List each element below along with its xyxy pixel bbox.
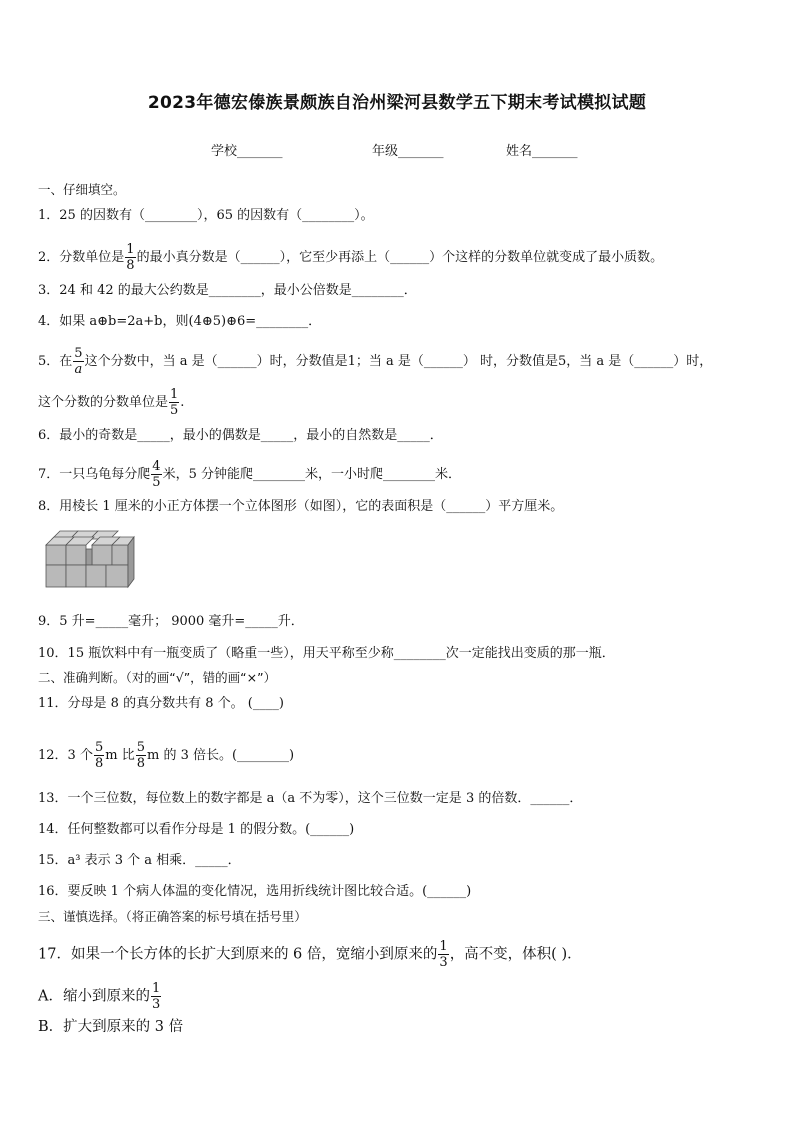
q2-fraction: $\frac{1}{8}$ (126, 242, 135, 273)
question-17: 17．如果一个长方体的长扩大到原来的 6 倍，宽缩小到原来的 $\frac{1}{3}$ ，高不变，体积( )． (38, 939, 582, 970)
q17-fraction: $\frac{1}{3}$ (439, 939, 448, 970)
question-10: 10．15 瓶饮料中有一瓶变质了（略重一些），用天平称至少称________次一定能找出变质的那一瓶． (38, 646, 615, 661)
question-16: 16．要反映 1 个病人体温的变化情况，选用折线统计图比较合适。(______) (38, 884, 472, 899)
page-title: 2023年德宏傣族景颇族自治州梁河县数学五下期末考试模拟试题 (147, 93, 647, 113)
q2-text-b: 的最小真分数是（______），它至少再添上（______）个这样的分数单位就变成了最小质数。 (136, 250, 664, 265)
q5-unit-fraction: $\frac{1}{5}$ (170, 387, 179, 418)
question-12: 12．3 个 $\frac{5}{8}$ m 比 $\frac{5}{8}$ m 的 3 倍长。(________) (38, 740, 295, 771)
question-9: 9．5 升=_____毫升； 9000 毫升=_____升． (38, 614, 304, 629)
question-1: 1．25 的因数有（________），65 的因数有（________）。 (38, 208, 374, 223)
q12-fraction-b: $\frac{5}{8}$ (136, 740, 145, 771)
question-14: 14．任何整数都可以看作分母是 1 的假分数。(______) (38, 822, 355, 837)
question-15: 15．a³ 表示 3 个 a 相乘．_____． (38, 853, 241, 868)
q2-text-a: 2．分数单位是 (38, 250, 125, 265)
question-2 (38, 243, 764, 272)
question-11: 11．分母是 8 的真分数共有 8 个。 (____) (38, 696, 284, 711)
section-1-heading: 一、仔细填空。 (38, 182, 126, 197)
school-field: 学校_______ (211, 144, 283, 159)
question-5-cont: 这个分数的分数单位是 $\frac{1}{5}$ . (38, 387, 185, 418)
question-13: 13．一个三位数，每位数上的数字都是 a（a 不为零），这个三位数一定是 3 的倍数．______． (38, 791, 583, 806)
question-6: 6．最小的奇数是_____，最小的偶数是_____，最小的自然数是_____． (38, 428, 443, 443)
question-5: 5．在 $\frac{5}{a}$ 这个分数中，当 a 是（______）时，分数值是1；当 a 是（______） 时，分数值是5，当 a 是（______）时， (38, 346, 713, 377)
question-4: 4．如果 a⊕b=2a+b，则(4⊕5)⊕6=________． (38, 314, 322, 329)
cube-figure (44, 527, 136, 599)
question-3: 3．24 和 42 的最大公约数是________，最小公倍数是________． (38, 283, 417, 298)
question-8: 8．用棱长 1 厘米的小正方体摆一个立体图形（如图），它的表面积是（______）平方厘米。 (38, 499, 564, 514)
section-2-heading: 二、准确判断。（对的画“√”，错的画“×”） (38, 670, 277, 685)
question-7: 7．一只乌龟每分爬 $\frac{4}{5}$ 米，5 分钟能爬________米，一小时爬________米． (38, 459, 461, 490)
grade-field: 年级_______ (372, 144, 444, 159)
q7-fraction: $\frac{4}{5}$ (152, 459, 161, 490)
option-a-fraction: $\frac{1}{3}$ (151, 981, 161, 1012)
option-b: B．扩大到原来的 3 倍 (38, 1019, 184, 1035)
option-a: A．缩小到原来的 $\frac{1}{3}$ (38, 981, 161, 1012)
q12-fraction-a: $\frac{5}{8}$ (94, 740, 104, 771)
section-3-heading: 三、谨慎选择。（将正确答案的标号填在括号里） (38, 909, 307, 924)
q5-fraction: $\frac{5}{a}$ (74, 346, 83, 377)
name-field: 姓名_______ (506, 144, 578, 159)
